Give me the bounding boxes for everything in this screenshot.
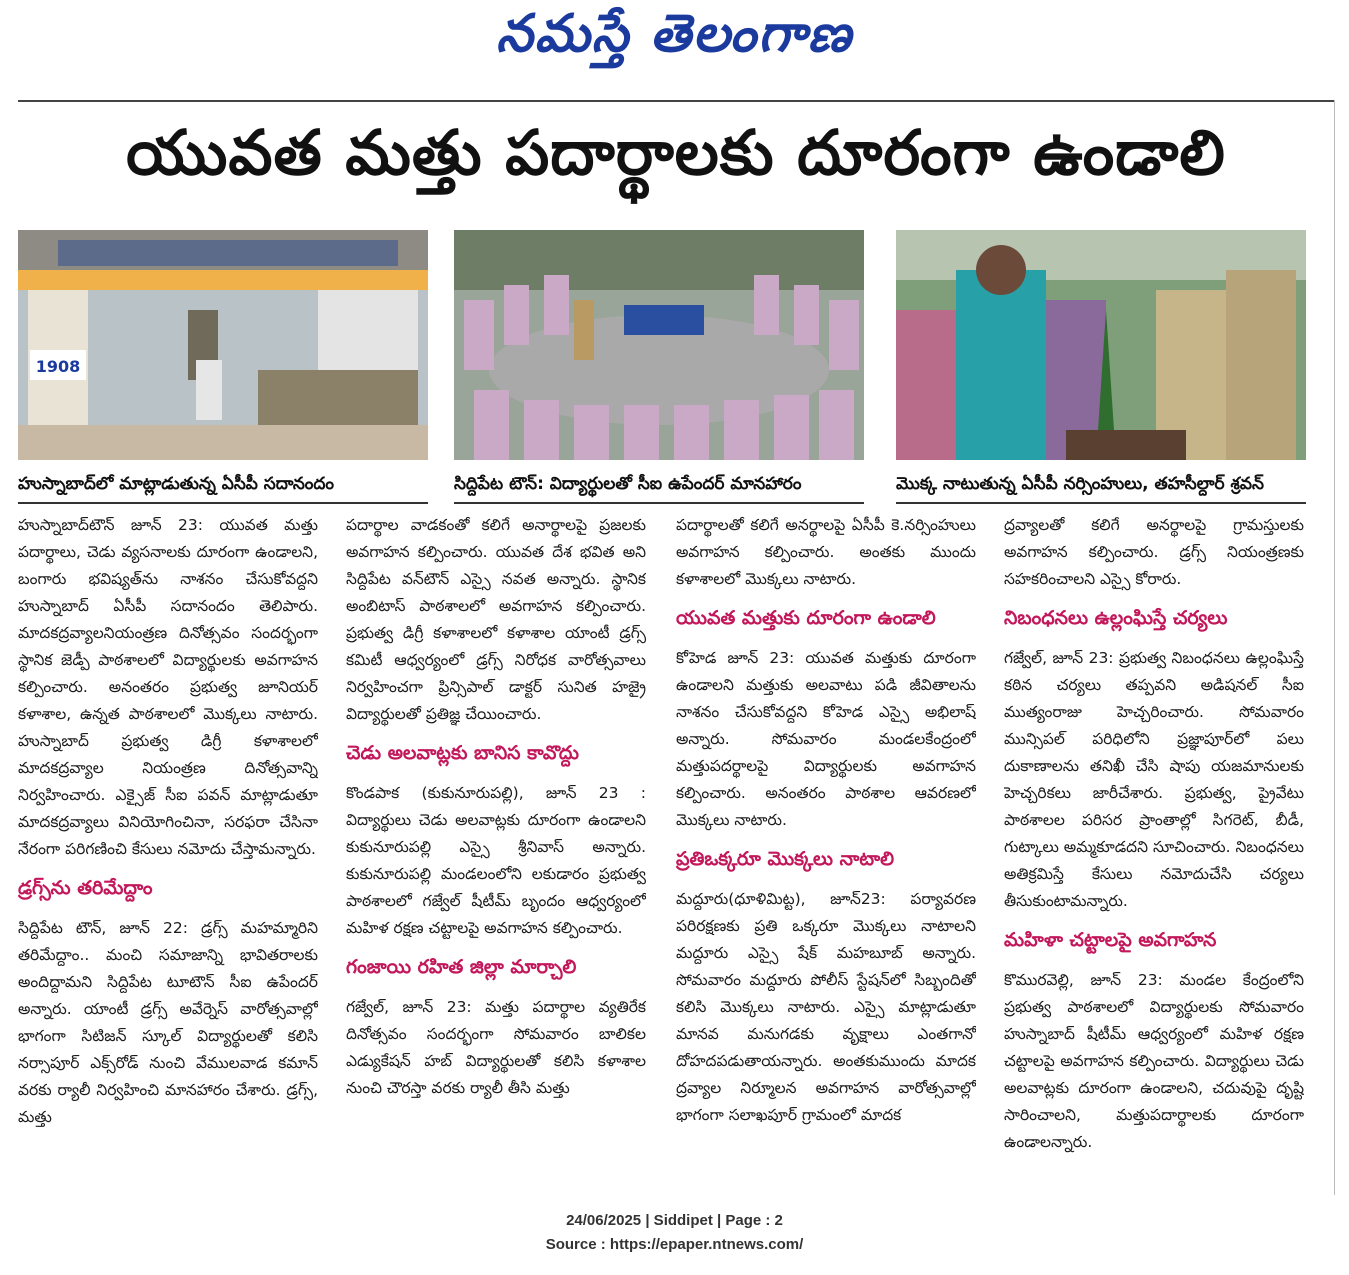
- caption-rule: [18, 502, 428, 504]
- footer-dateline: 24/06/2025 | Siddipet | Page : 2: [566, 1212, 783, 1229]
- banner-number: 1908: [35, 357, 81, 376]
- article-column-1: [18, 512, 318, 1192]
- article-paragraph: పదార్థాల వాడకంతో కలిగే అనార్థాలపై ప్రజలకు అవగాహన కల్పించారు. యువత దేశ భవిత అని సిద్దిపేట వన్‌టౌన్ ఎస్సై నవత అన్నారు. స్థానిక అంబిటాస్ పాఠశాలలో అవగాహన కల్పించారు. ప్రభుత్వ డిగ్రీ కళాశాలలో కళాశాల యాంటీ డ్రగ్స్ కమిటీ ఆధ్వర్యంలో డ్రగ్స్ నిరోధక వారోత్సవాలు నిర్వహించగా ప్రిన్సిపాల్ డాక్టర్ సునిత హజ్రై విద్యార్థులతో ప్రతిజ్ఞ చేయించారు.: [346, 516, 646, 723]
- article-paragraph: హుస్నాబాద్‌టౌన్ జూన్ 23: యువత మత్తు పదార్థాలు, చెడు వ్యసనాలకు దూరంగా ఉండాలని, బంగారు భవిష్యత్‌ను నాశనం చేసుకోవద్దని హుస్నాబాద్ ఏసీపీ సదానందం తెలిపారు. మాదకద్రవ్యాలనియంత్రణ దినోత్సవం సందర్భంగా స్థానిక జెడ్పీ పాఠశాలలో విద్యార్థులకు అవగాహన కల్పించారు. అనంతరం ప్రభుత్వ జూనియర్ కళాశాల, ఉన్నత పాఠశాలలో మొక్కలు నాటారు. హుస్నాబాద్ ప్రభుత్వ డిగ్రీ కళాశాలలో మాదకద్రవ్యాల నియంత్రణ దినోత్సవాన్ని నిర్వహించారు. ఎక్సైజ్ సీఐ పవన్ మాట్లాడుతూ మాదకద్రవ్యాలు వినియోగించినా, సరఫరా చేసినా నేరంగా పరిగణించి కేసులు నమోదు చేస్తామన్నారు.: [18, 516, 318, 858]
- article-paragraph: గజ్వేల్, జూన్ 23: ప్రభుత్వ నిబంధనలు ఉల్లంఘిస్తే కఠిన చర్యలు తప్పవని అడిషనల్ సీఐ ముత్యంరాజు హెచ్చరించారు. సోమవారం మున్సిపల్ పరిధిలోని ప్రజ్ఞాపూర్‌లో పలు దుకాణాలను తనిఖీ చేసి షాపు యజమానులకు హెచ్చరికలు జారీచేశారు. ప్రభుత్వ, ప్రైవేటు పాఠశాలల పరిసర ప్రాంతాల్లో సిగరెట్, బీడీ, గుట్కాలు అమ్మకూడదని సూచించారు. నిబంధనలు అతిక్రమిస్తే కేసులు నమోదుచేసి చర్యలు తీసుకుంటామన్నారు.: [1004, 649, 1304, 910]
- article-subheading: ప్రతిఒక్కరూ మొక్కలు నాటాలి: [676, 848, 895, 870]
- masthead-title: నమస్తే తెలంగాణ: [496, 3, 853, 64]
- masthead-rule: [18, 100, 1334, 102]
- article-subheading: మహిళా చట్టాలపై అవగాహన: [1004, 929, 1217, 951]
- headline: [18, 110, 1334, 210]
- photo-sapling-planting: [896, 230, 1306, 460]
- photo-husnabad-speech: [18, 230, 428, 460]
- article-column-4: [1004, 512, 1304, 1192]
- article-subheading: డ్రగ్స్‌ను తరిమేద్దాం: [18, 877, 153, 899]
- article-column-3: [676, 512, 976, 1192]
- photo-caption: మొక్క నాటుతున్న ఏసీపీ నర్సింహులు, తహసీల్దార్ శ్రవన్: [896, 474, 1264, 494]
- photo-caption: హుస్నాబాద్‌లో మాట్లాడుతున్న ఏసీపీ సదానందం: [18, 474, 335, 494]
- article-paragraph: గజ్వేల్, జూన్ 23: మత్తు పదార్థాల వ్యతిరేక దినోత్సవం సందర్భంగా సోమవారం బాలికల ఎడ్యుకేషన్ హబ్ విద్యార్థులతో కలిసి కళాశాల నుంచి చౌరస్తా వరకు ర్యాలీ తీసి మత్తు: [346, 998, 646, 1097]
- article-subheading: యువత మత్తుకు దూరంగా ఉండాలి: [676, 607, 936, 629]
- photo-siddipet-human-chain: [454, 230, 864, 460]
- article-paragraph: కోహెడ జూన్ 23: యువత మత్తుకు దూరంగా ఉండాలని మత్తుకు అలవాటు పడి జీవితాలను నాశనం చేసుకోవద్దని కోహెడ ఎస్సై అభిలాష్ అన్నారు. సోమవారం మండలకేంద్రంలో మత్తుపదర్థాలపై విద్యార్థులకు అవగాహన కల్పించారు. అనంతరం పాఠశాల ఆవరణలో మొక్కలు నాటారు.: [676, 649, 976, 829]
- article-subheading: గంజాయి రహిత జిల్లా మార్చాలి: [346, 956, 577, 978]
- article-subheading: చెడు అలవాట్లకు బానిస కావొద్దు: [346, 742, 579, 764]
- article-paragraph: కొమురవెల్లి, జూన్ 23: మండల కేంద్రంలోని ప్రభుత్వ పాఠశాలలో విద్యార్థులకు సోమవారం హుస్నాబాద్ షీటీమ్ ఆధ్వర్యంలో మహిళ రక్షణ చట్టాలపై అవగాహన కల్పించారు. విద్యార్థులు చెడు అలవాట్లకు దూరంగా ఉండాలని, చదువుపై దృష్టి సారించాలని, మత్తుపదార్థాలకు దూరంగా ఉండాలన్నారు.: [1004, 971, 1304, 1151]
- footer-source: Source : https://epaper.ntnews.com/: [545, 1236, 804, 1253]
- article-paragraph: పదార్థాలతో కలిగే అనర్థాలపై ఏసీపీ కె.నర్సింహులు అవగాహన కల్పించారు. అంతకు ముందు కళాశాలలో మొక్కలు నాటారు.: [676, 516, 976, 588]
- caption-rule: [454, 502, 864, 504]
- article-paragraph: సిద్దిపేట టౌన్, జూన్ 22: డ్రగ్స్ మహమ్మారిని తరిమేద్దాం.. మంచి సమాజాన్ని భావితరాలకు అందిద్దామని సిద్దిపేట టూటౌన్ సీఐ ఉపేందర్ అన్నారు. యాంటీ డ్రగ్స్ అవేర్నెస్ వారోత్సవాల్లో భాగంగా సిటిజన్ స్కూల్ విద్యార్థులతో కలిసి నర్సాపూర్ ఎక్స్‌రోడ్ నుంచి వేములవాడ కమాన్ వరకు ర్యాలీ నిర్వహించి మానహారం చేశారు. డ్రగ్స్, మత్తు: [18, 919, 318, 1126]
- article-paragraph: మద్దూరు(ధూళిమిట్ట), జూన్23: పర్యావరణ పరిరక్షణకు ప్రతి ఒక్కరూ మొక్కలు నాటాలని మద్దూరు ఎస్సై షేక్ మహబూబ్ అన్నారు. సోమవారం మద్దూరు పోలీస్ స్టేషన్‌లో సిబ్బందితో కలిసి మొక్కలు నాటారు. ఎస్సై మాట్లాడుతూ మానవ మనుగడకు వృక్షాలు ఎంతగానో దోహదపడుతాయన్నారు. అంతకుముందు మాదక ద్రవ్యాల నిర్మూలన అవగాహన వారోత్సవాల్లో భాగంగా సలాఖపూర్ గ్రామంలో మాదక: [676, 890, 976, 1124]
- article-paragraph: కొండపాక (కుకునూరుపల్లి), జూన్ 23 : విద్యార్థులు చెడు అలవాట్లకు దూరంగా ఉండాలని కుకునూరుపల్లి ఎస్సై శ్రీనివాస్ అన్నారు. కుకునూరుపల్లి మండలంలోని లకుడారం ప్రభుత్వ పాఠశాలలో గజ్వేల్ షీటీమ్ బృందం ఆధ్వర్యంలో మహిళ రక్షణ చట్టాలపై అవగాహన కల్పించారు.: [346, 784, 646, 937]
- caption-rule: [896, 502, 1306, 504]
- article-column-2: [346, 512, 646, 1192]
- headline-text: యువత మత్తు పదార్థాలకు దూరంగా ఉండాలి: [126, 116, 1226, 189]
- photo-caption: సిద్దిపేట టౌన్: విద్యార్థులతో సీఐ ఉపేందర్ మానహారం: [454, 474, 802, 494]
- column-separator: [1334, 100, 1335, 1195]
- article-paragraph: ద్రవ్యాలతో కలిగే అనర్థాలపై గ్రామస్తులకు అవగాహన కల్పించారు. డ్రగ్స్ నియంత్రణకు సహకరించాలని ఎస్సై కోరారు.: [1004, 516, 1304, 588]
- article-subheading: నిబంధనలు ఉల్లంఘిస్తే చర్యలు: [1004, 607, 1228, 629]
- newspaper-masthead: [0, 0, 1349, 80]
